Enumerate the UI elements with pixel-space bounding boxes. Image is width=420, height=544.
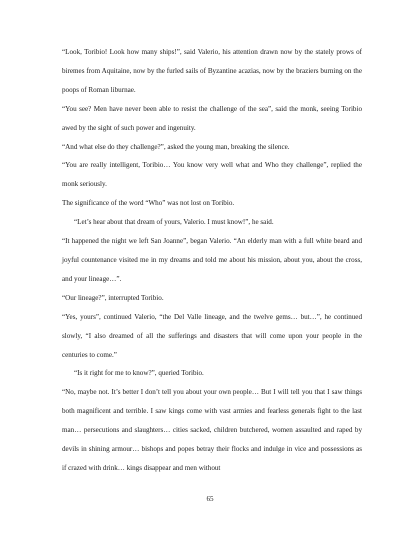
paragraph: The significance of the word “Who” was not lost on Toribio. [62,199,235,208]
paragraph: “Look, Toribio! Look how many ships!”, said Valerio, his attention drawn now by the stately prows of biremes from Aquitaine, now by the furled sails of Byzantine acazias, now by the braziers burning on the poops of Roman liburnae. [62,48,362,94]
paragraph: “You see? Men have never been able to resist the challenge of the sea”, said the monk, seeing Toribio awed by the sight of such power and ingenuity. [62,104,362,132]
body-text [62,43,362,478]
paragraph: “No, maybe not. It’s better I don’t tell you about your own people… But I will tell you that I saw things both magnificent and terrible. I saw kings come with vast armies and fearless generals fight to the last man… persecutions and slaughters… cities sacked, children butchered, women assaulted and raped by devils in shining armour… bishops and popes betray their flocks and indulge in vice and possessions as if crazed with drink… kings disappear and men without [62,388,362,472]
paragraph: “You are really intelligent, Toribio… You know very well what and Who they challenge”, replied the monk seriously. [62,161,362,189]
paragraph: “Yes, yours”, continued Valerio, “the Del Valle lineage, and the twelve gems… but…”, he continued slowly, “I also dreamed of all the sufferings and disasters that will come upon your people in the centuries to come.” [62,312,362,359]
paragraph: “Our lineage?”, interrupted Toribio. [62,293,164,302]
page-number: 65 [206,495,214,503]
paragraph: “It happened the night we left San Joanne”, began Valerio. “An elderly man with a full white beard and joyful countenance visited me in my dreams and told me about his mission, about you, about the cross, and your lineage…”. [62,237,362,283]
paragraph: “Is it right for me to know?”, queried Toribio. [74,369,204,378]
paragraph: “Let’s hear about that dream of yours, Valerio. I must know!”, he said. [74,218,274,227]
paragraph: “And what else do they challenge?”, asked the young man, breaking the silence. [62,142,290,151]
